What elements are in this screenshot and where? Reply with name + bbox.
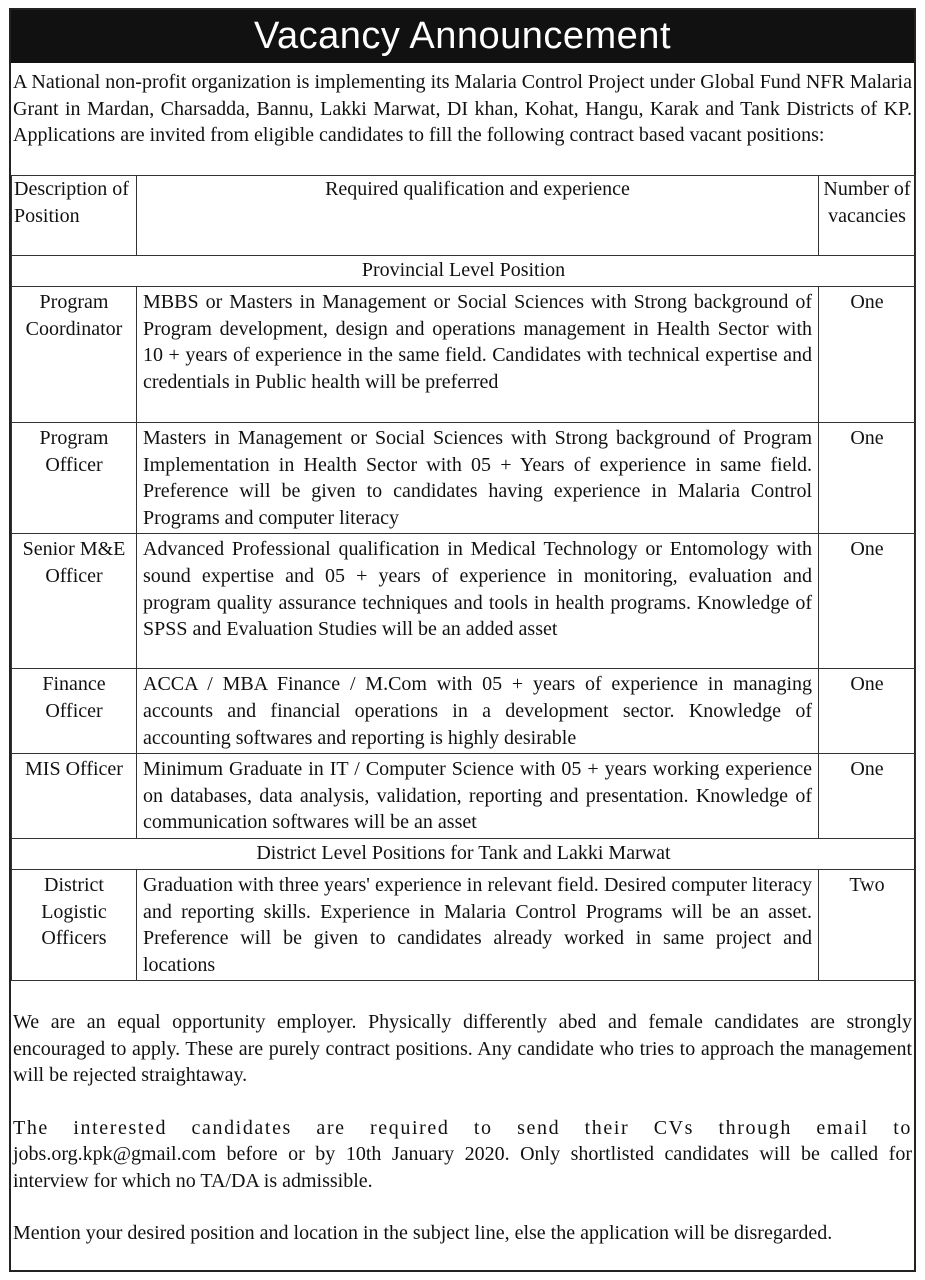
qualification-cell: MBBS or Masters in Management or Social Sciences with Strong background of Program development, design and operations management in Health Sector with 10 + years of experience in the same field. Candidates with technical expertise and credentials in Public health will be preferred (137, 287, 819, 423)
application-paragraph (13, 1115, 912, 1195)
table-row (12, 869, 916, 980)
position-cell: Senior M&E Officer (12, 534, 137, 669)
table-row (12, 423, 916, 534)
footer-text (11, 1009, 914, 1247)
table-header-row (12, 176, 916, 256)
table-row (12, 287, 916, 423)
qualification-cell: ACCA / MBA Finance / M.Com with 05 + years of experience in managing accounts and financial operations in a development sector. Knowledge of accounting softwares and reporting is highly desirable (137, 669, 819, 754)
qualification-cell: Advanced Professional qualification in Medical Technology or Entomology with sound expertise and 05 + years of experience in monitoring, evaluation and program quality assurance techniques and tools in health programs. Knowledge of SPSS and Evaluation Studies will be an added asset (137, 534, 819, 669)
header-position: Description of Position (12, 176, 137, 256)
section-row-district (12, 838, 916, 869)
qualification-cell: Masters in Management or Social Sciences with Strong background of Program Implementation in Health Sector with 05 + Years of experience in same field. Preference will be given to candidates having experience in Malaria Control Programs and computer literacy (137, 423, 819, 534)
position-cell: Program Officer (12, 423, 137, 534)
qualification-cell: Minimum Graduate in IT / Computer Science with 05 + years working experience on databases, data analysis, validation, reporting and presentation. Knowledge of communication softwares will be an asset (137, 754, 819, 839)
vacancies-cell: Two (819, 869, 916, 980)
equal-opportunity-paragraph: We are an equal opportunity employer. Physically differently abed and female candidates are strongly encouraged to apply. These are purely contract positions. Any candidate who tries to approach the management will be rejected straightaway. (13, 1011, 912, 1087)
vacancies-cell: One (819, 534, 916, 669)
vacancies-cell: One (819, 423, 916, 534)
section-heading: Provincial Level Position (12, 256, 916, 287)
vacancies-cell: One (819, 287, 916, 423)
section-heading: District Level Positions for Tank and Lakki Marwat (12, 838, 916, 869)
application-details: jobs.org.kpk@gmail.com before or by 10th January 2020. Only shortlisted candidates will be called for interview for which no TA/DA is admissible. (13, 1143, 912, 1192)
application-lead: The interested candidates are required to send their CVs through email to (13, 1116, 912, 1139)
qualification-cell: Graduation with three years' experience in relevant field. Desired computer literacy and reporting skills. Experience in Malaria Control Programs will be an asset. Preference will be given to candidates already worked in same project and locations (137, 869, 819, 980)
page-title: Vacancy Announcement (11, 10, 914, 63)
position-cell: MIS Officer (12, 754, 137, 839)
position-cell: Finance Officer (12, 669, 137, 754)
intro-paragraph: A National non-profit organization is implementing its Malaria Control Project under Global Fund NFR Malaria Grant in Mardan, Charsadda, Bannu, Lakki Marwat, DI khan, Kohat, Hangu, Karak and Tank Districts of KP. Applications are invited from eligible candidates to fill the following contract based vacant positions: (13, 71, 912, 146)
header-vacancies: Number of vacancies (819, 176, 916, 256)
table-row (12, 754, 916, 839)
vacancy-table (11, 175, 916, 981)
advertisement-page (9, 8, 916, 1272)
position-cell: District Logistic Officers (12, 869, 137, 980)
table-row (12, 669, 916, 754)
table-row (12, 534, 916, 669)
section-row-provincial (12, 256, 916, 287)
vacancies-cell: One (819, 754, 916, 839)
subject-line-paragraph: Mention your desired position and location in the subject line, else the application will be disregarded. (13, 1222, 833, 1245)
header-qualification: Required qualification and experience (137, 176, 819, 256)
position-cell: Program Coordinator (12, 287, 137, 423)
vacancies-cell: One (819, 669, 916, 754)
